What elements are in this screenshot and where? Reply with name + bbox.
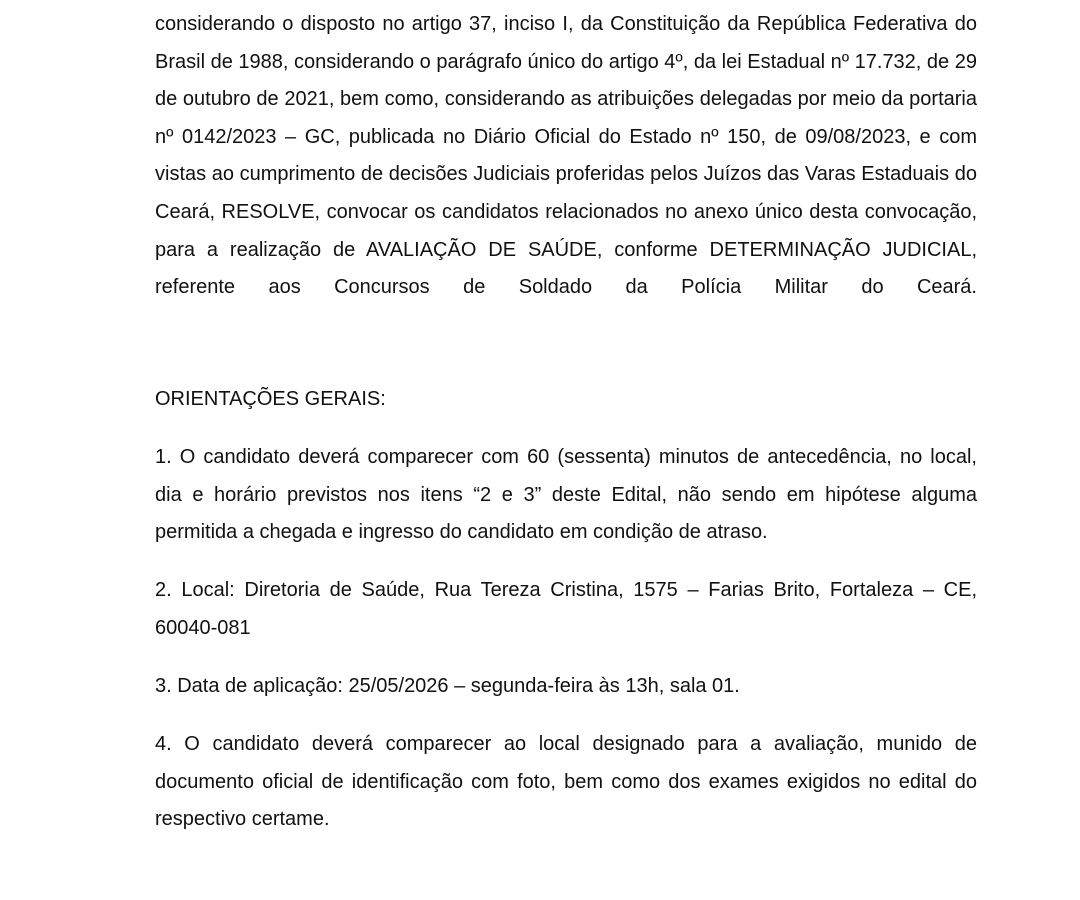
intro-paragraph: considerando o disposto no artigo 37, inciso I, da Constituição da República Federativa do Brasil de 1988, considerando o parágrafo único do artigo 4º, da lei Estadual nº 17.732, de 29 de outubro de 2021, bem como, considerando as atribuições delegadas por meio da portaria nº 0142/2023 – GC, publicada no Diário Oficial do Estado nº 150, de 09/08/2023, e com vistas ao cumprimento de decisões Judiciais proferidas pelos Juízos das Varas Estaduais do Ceará, RESOLVE, convocar os candidatos relacionados no anexo único desta convocação, para a realização de AVALIAÇÃO DE SAÚDE, conforme DETERMINAÇÃO JUDICIAL, referente aos Concursos de Soldado da Polícia Militar do Ceará. bbox=[155, 13, 977, 299]
list-item: 2. Local: Diretoria de Saúde, Rua Tereza Cristina, 1575 – Farias Brito, Fortaleza – CE, 60040-081 bbox=[155, 579, 977, 639]
list-item: 3. Data de aplicação: 25/05/2026 – segunda-feira às 13h, sala 01. bbox=[155, 675, 740, 697]
section-heading: ORIENTAÇÕES GERAIS: bbox=[155, 388, 386, 410]
list-item: 1. O candidato deverá comparecer com 60 (sessenta) minutos de antecedência, no local, dia e horário previstos nos itens “2 e 3” deste Edital, não sendo em hipótese alguma permitida a chegada e ingresso do candidato em condição de atraso. bbox=[155, 446, 977, 544]
list-item: 4. O candidato deverá comparecer ao local designado para a avaliação, munido de documento oficial de identificação com foto, bem como dos exames exigidos no edital do respectivo certame. bbox=[155, 733, 977, 831]
document-page bbox=[155, 6, 977, 831]
